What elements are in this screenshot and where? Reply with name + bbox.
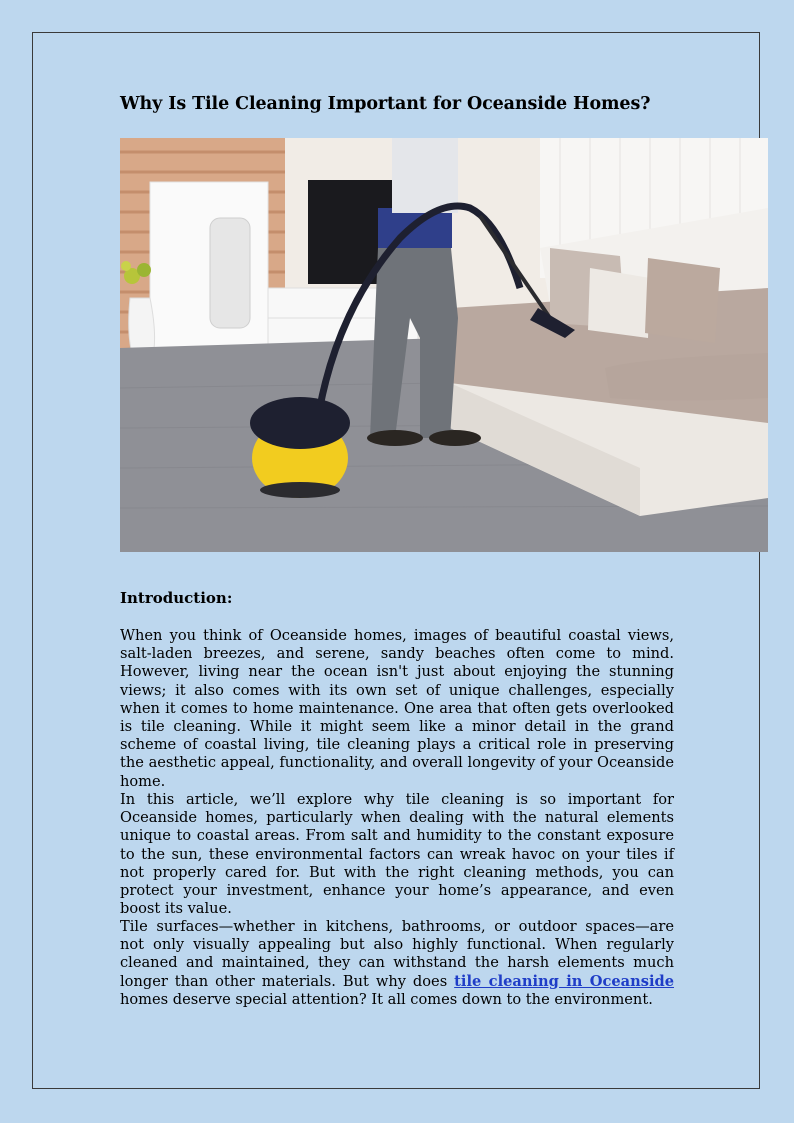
paragraph-tile-surfaces bbox=[120, 918, 674, 1009]
paragraph-text-before-link: Tile surfaces—whether in kitchens, bathrooms, or outdoor spaces—are not only visually appealing but also highly functional. When regularly cleaned and maintained, they can withstand the harsh elements much longer than other materials. But why does bbox=[120, 918, 674, 990]
tile-cleaning-link[interactable]: tile cleaning in Oceanside bbox=[454, 972, 674, 990]
article-title: Why Is Tile Cleaning Important for Oceanside Homes? bbox=[120, 94, 651, 114]
hero-photo bbox=[120, 138, 768, 552]
photo-cushion bbox=[645, 258, 720, 343]
paragraph-text-after-link: homes deserve special attention? It all comes down to the environment. bbox=[120, 990, 653, 1008]
intro-heading: Introduction: bbox=[120, 589, 233, 607]
paragraph-article-scope: In this article, we’ll explore why tile cleaning is so important for Oceanside homes, particularly when dealing with the natural elements unique to coastal areas. From salt and humidity to the constant exposure to the sun, these environmental factors can wreak havoc on your tiles if not properly cared for. But with the right cleaning methods, you can protect your investment, enhance your home’s appearance, and even boost its value. bbox=[120, 791, 674, 918]
paragraph-intro: When you think of Oceanside homes, images of beautiful coastal views, salt-laden breezes, and serene, sandy beaches often come to mind. However, living near the ocean isn't just about enjoying the stunning views; it also comes with its own set of unique challenges, especially when it comes to home maintenance. One area that often gets overlooked is tile cleaning. While it might seem like a minor detail in the grand scheme of coastal living, tile cleaning plays a critical role in preserving the aesthetic appeal, functionality, and overall longevity of your Oceanside home. bbox=[120, 627, 674, 790]
photo-cushion bbox=[588, 268, 650, 338]
